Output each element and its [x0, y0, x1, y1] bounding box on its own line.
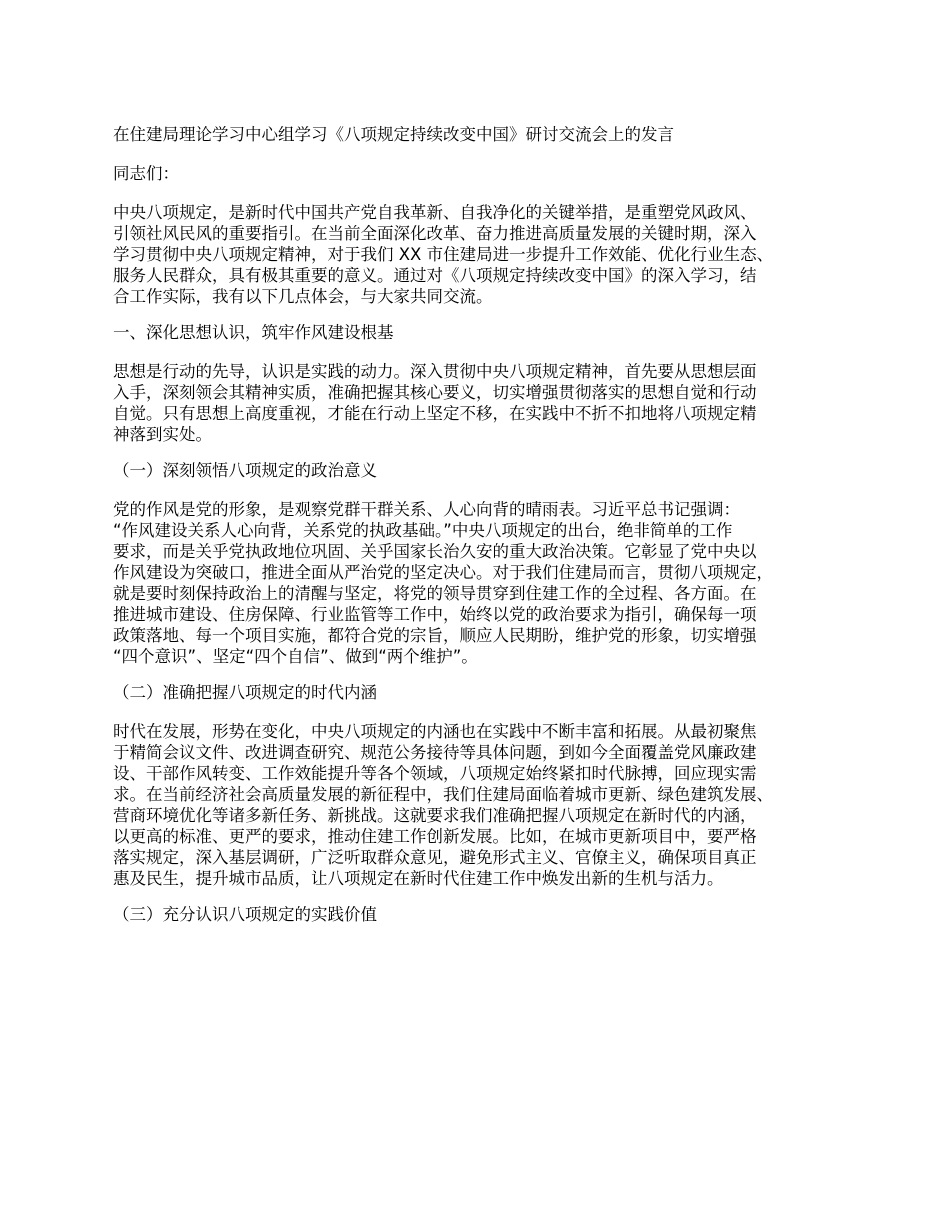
paragraph-line: 政策落地、每一个项目实施，都符合党的宗旨，顺应人民期盼，维护党的形象，切实增强: [113, 626, 757, 645]
paragraph-line: 党的作风是党的形象，是观察党群干群关系、人心向背的晴雨表。习近平总书记强调：: [113, 500, 740, 519]
intro-paragraph: [113, 202, 855, 307]
paragraph-line: 落实规定，深入基层调研，广泛听取群众意见，避免形式主义、官僚主义，确保项目真正: [113, 848, 757, 867]
paragraph-line: 神落到实处。: [113, 425, 212, 444]
subsection-2-paragraph: [113, 721, 855, 889]
paragraph-line: 入手，深刻领会其精神实质，准确把握其核心要义，切实增强贯彻落实的思想自觉和行动: [113, 383, 757, 402]
paragraph-line: 自觉。只有思想上高度重视，才能在行动上坚定不移，在实践中不折不扣地将八项规定精: [113, 404, 757, 423]
subsection-heading-3: （三）充分认识八项规定的实践价值: [113, 905, 377, 924]
greeting: 同志们：: [113, 164, 179, 183]
paragraph-line: 作风建设为突破口，推进全面从严治党的坚定决心。对于我们住建局而言，贯彻八项规定，: [113, 563, 773, 582]
section-1-paragraph: [113, 361, 855, 445]
paragraph-line: 求。在当前经济社会高质量发展的新征程中，我们住建局面临着城市更新、绿色建筑发展、: [113, 785, 773, 804]
section-heading-1: 一、深化思想认识，筑牢作风建设根基: [113, 323, 394, 342]
paragraph-line: 营商环境优化等诸多新任务、新挑战。这就要求我们准确把握八项规定在新时代的内涵，: [113, 806, 757, 825]
paragraph-line: 惠及民生，提升城市品质，让八项规定在新时代住建工作中焕发出新的生机与活力。: [113, 869, 724, 888]
paragraph-line: 合工作实际，我有以下几点体会，与大家共同交流。: [113, 287, 493, 306]
paragraph-line: 引领社风民风的重要指引。在当前全面深化改革、奋力推进高质量发展的关键时期，深入: [113, 224, 757, 243]
subsection-heading-2: （二）准确把握八项规定的时代内涵: [113, 683, 377, 702]
paragraph-line: “四个意识”、坚定“四个自信”、做到“两个维护”。: [113, 647, 478, 666]
paragraph-line: 思想是行动的先导，认识是实践的动力。深入贯彻中央八项规定精神，首先要从思想层面: [113, 362, 757, 381]
paragraph-line: 于精简会议文件、改进调查研究、规范公务接待等具体问题，到如今全面覆盖党风廉政建: [113, 743, 757, 762]
document-page: [113, 124, 855, 943]
paragraph-line: 时代在发展，形势在变化，中央八项规定的内涵也在实践中不断丰富和拓展。从最初聚焦: [113, 722, 757, 741]
subsection-heading-1: （一）深刻领悟八项规定的政治意义: [113, 461, 377, 480]
subsection-1-paragraph: [113, 499, 855, 667]
paragraph-line: 就是要时刻保持政治上的清醒与坚定，将党的领导贯穿到住建工作的全过程、各方面。在: [113, 584, 757, 603]
paragraph-line: 要求，而是关乎党执政地位巩固、关乎国家长治久安的重大政治决策。它彰显了党中央以: [113, 542, 757, 561]
paragraph-line: 以更高的标准、更严的要求，推动住建工作创新发展。比如，在城市更新项目中，要严格: [113, 827, 757, 846]
paragraph-line: 推进城市建设、住房保障、行业监管等工作中，始终以党的政治要求为指引，确保每一项: [113, 605, 757, 624]
document-title: 在住建局理论学习中心组学习《八项规定持续改变中国》研讨交流会上的发言: [113, 125, 674, 144]
paragraph-line: 设、干部作风转变、工作效能提升等各个领域，八项规定始终紧扣时代脉搏，回应现实需: [113, 764, 757, 783]
paragraph-line: 中央八项规定，是新时代中国共产党自我革新、自我净化的关键举措，是重塑党风政风、: [113, 203, 757, 222]
paragraph-line: 学习贯彻中央八项规定精神，对于我们 XX 市住建局进一步提升工作效能、优化行业生态、: [113, 245, 774, 264]
paragraph-line: “作风建设关系人心向背，关系党的执政基础。”中央八项规定的出台，绝非简单的工作: [113, 521, 733, 540]
paragraph-line: 服务人民群众，具有极其重要的意义。通过对《八项规定持续改变中国》的深入学习，结: [113, 266, 757, 285]
